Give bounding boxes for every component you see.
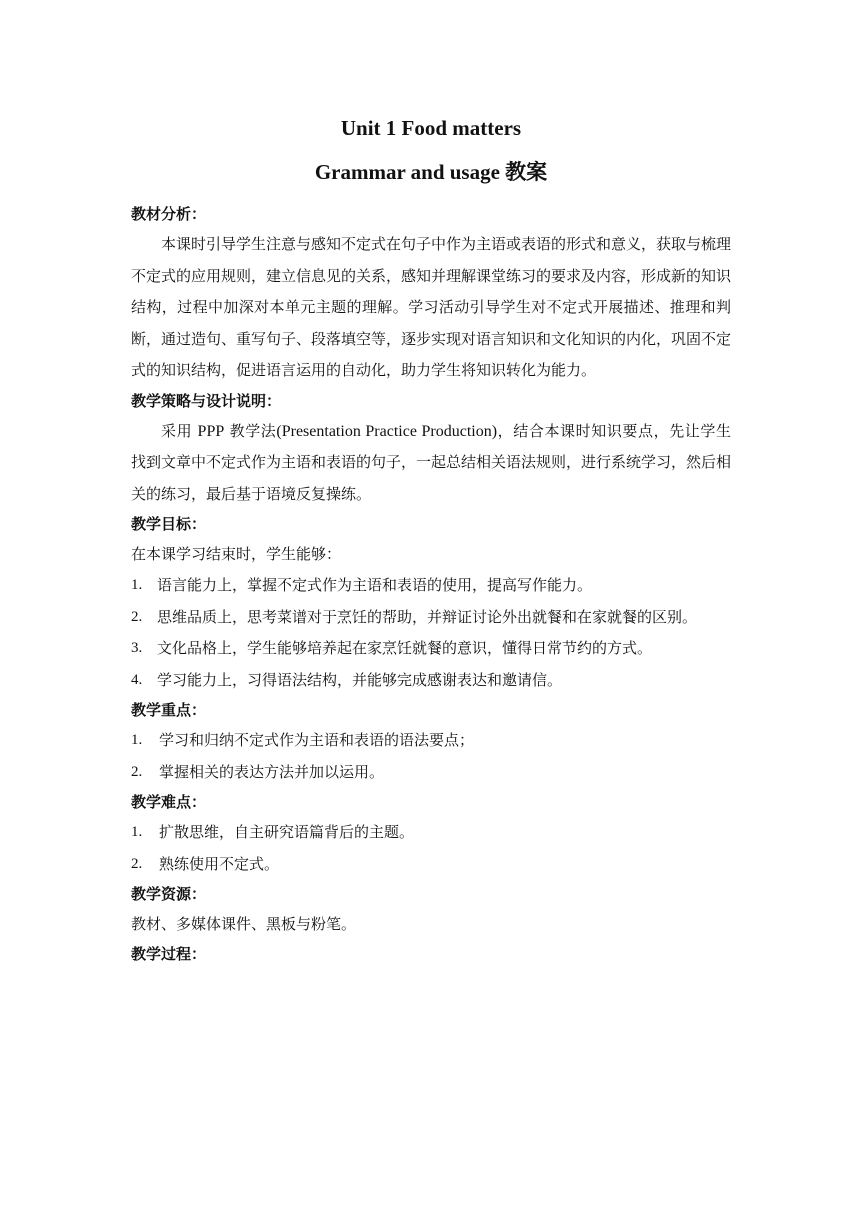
heading-objectives: 教学目标： (131, 515, 207, 533)
list-item (131, 665, 731, 697)
list-item (131, 817, 731, 849)
strategy-ppp: PPP (197, 422, 225, 440)
strategy-ppp-full: (Presentation Practice Production) (276, 422, 498, 440)
list-text: 扩散思维，自主研究语篇背后的主题。 (159, 823, 415, 841)
list-number: 1. (131, 824, 143, 840)
list-text: 学习能力上，习得语法结构，并能够完成感谢表达和邀请信。 (157, 670, 563, 689)
list-number: 1. (131, 732, 143, 748)
paragraph-strategy (131, 416, 731, 511)
strategy-prefix: 采用 (161, 421, 198, 440)
paragraph-analysis: 本课时引导学生注意与感知不定式在句子中作为主语或表语的形式和意义，获取与梳理不定式的应用规则，建立信息见的关系，感知并理解课堂练习的要求及内容，形成新的知识结构，过程中加深对本单元主题的理解。学习活动引导学生对不定式开展描述、推理和判断，通过造句、重写句子、段落填空等，逐步实现对语言知识和文化知识的内化，巩固不定式的知识结构，促进语言运用的自动化，助力学生将知识转化为能力。 (131, 235, 732, 379)
list-item (131, 602, 731, 634)
list-text: 学习和归纳不定式作为主语和表语的语法要点； (159, 731, 475, 749)
list-text: 思维品质上，思考菜谱对于烹饪的帮助，并辩证讨论外出就餐和在家就餐的区别。 (157, 607, 698, 626)
difficulties-list (131, 817, 731, 880)
list-number: 2. (131, 763, 143, 780)
list-number: 1. (131, 577, 143, 593)
objectives-intro: 在本课学习结束时，学生能够： (131, 545, 342, 563)
list-text: 熟练使用不定式。 (159, 854, 280, 873)
list-text: 掌握相关的表达方法并加以运用。 (159, 762, 385, 781)
list-text: 语言能力上，掌握不定式作为主语和表语的使用，提高写作能力。 (157, 576, 593, 594)
document-title: Unit 1 Food matters (340, 116, 522, 140)
list-number: 3. (131, 640, 143, 656)
list-number: 4. (131, 671, 143, 688)
list-item (131, 849, 731, 881)
paragraph-resources: 教材、多媒体课件、黑板与粉笔。 (131, 915, 357, 933)
list-item (131, 725, 731, 757)
objectives-list (131, 570, 731, 696)
heading-resources: 教学资源： (131, 885, 207, 903)
heading-analysis: 教材分析： (131, 205, 207, 223)
heading-process: 教学过程： (131, 945, 207, 963)
key-points-list (131, 725, 731, 788)
strategy-rest: ，结合本课时知识要点，先让学生找到文章中不定式作为主语和表语的句子，一起总结相关语法规则，进行系统学习，然后相关的练习，最后基于语境反复操练。 (131, 421, 732, 503)
list-item (131, 757, 731, 789)
heading-strategy: 教学策略与设计说明： (131, 391, 282, 410)
list-item (131, 633, 731, 665)
heading-difficulties: 教学难点： (131, 793, 207, 811)
document-page (131, 114, 731, 969)
list-number: 2. (131, 608, 143, 625)
heading-key-points: 教学重点： (131, 701, 207, 719)
list-number: 2. (131, 855, 143, 872)
list-item (131, 570, 731, 602)
strategy-mid: 教学法 (224, 421, 277, 440)
list-text: 文化品格上，学生能够培养起在家烹饪就餐的意识，懂得日常节约的方式。 (157, 639, 653, 657)
document-subtitle: Grammar and usage 教案 (314, 160, 548, 184)
